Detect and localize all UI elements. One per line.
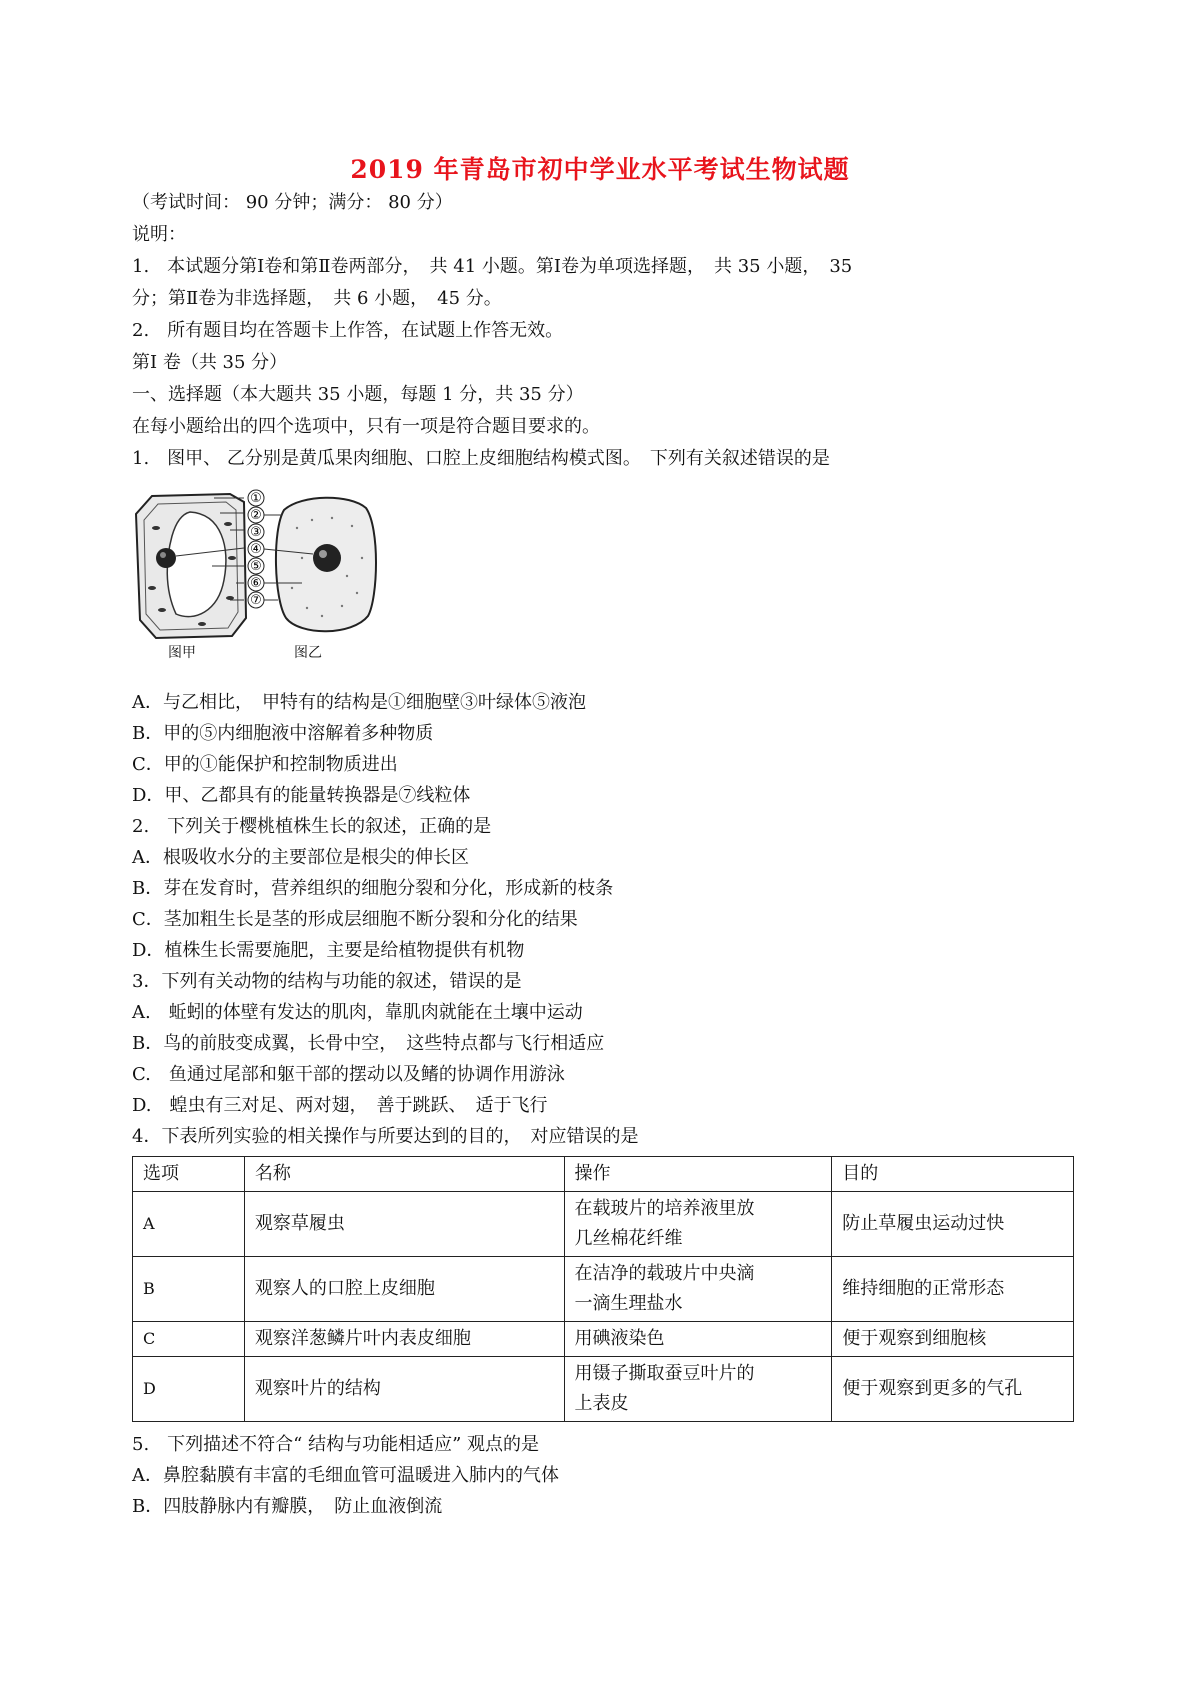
animal-cell-diagram (264, 498, 376, 632)
figure-caption-b: 图乙 (294, 645, 322, 661)
q5-option-a: A．鼻腔黏膜有丰富的毛细血管可温暖进入肺内的气体 (132, 1465, 559, 1486)
operation-line: 用镊子撕取蚕豆叶片的 (574, 1363, 755, 1384)
q4-stem: 4．下表所列实验的相关操作与所要达到的目的， 对应错误的是 (132, 1126, 639, 1147)
row-code: C (133, 1322, 245, 1357)
row-operation (564, 1192, 832, 1257)
section-1-heading: 一、选择题（本大题共 35 小题，每题 1 分，共 35 分） (132, 384, 584, 405)
q2-option-d: D．植株生长需要施肥，主要是给植物提供有机物 (132, 940, 525, 961)
q1-stem: 1. 图甲、 乙分别是黄瓜果肉细胞、口腔上皮细胞结构模式图。 下列有关叙述错误的是 (132, 448, 830, 469)
operation-line: 一滴生理盐水 (574, 1293, 683, 1314)
row-operation (564, 1257, 832, 1322)
note-2: 2. 所有题目均在答题卡上作答，在试题上作答无效。 (132, 320, 564, 341)
label-7: ⑦ (250, 593, 262, 608)
note-1-line-2: 分；第Ⅱ卷为非选择题， 共 6 小题， 45 分。 (132, 288, 502, 309)
row-code: B (133, 1257, 245, 1322)
row-name: 观察洋葱鳞片叶内表皮细胞 (244, 1322, 564, 1357)
q1-option-c: C．甲的①能保护和控制物质进出 (132, 754, 398, 775)
operation-line: 在洁净的载玻片中央滴 (574, 1263, 755, 1284)
table-row (133, 1192, 1074, 1257)
q1-option-a: A．与乙相比， 甲特有的结构是①细胞壁③叶绿体⑤液泡 (132, 692, 586, 713)
table-header: 操作 (564, 1157, 832, 1192)
row-name: 观察人的口腔上皮细胞 (244, 1257, 564, 1322)
table-row (133, 1322, 1074, 1357)
table-row (133, 1257, 1074, 1322)
q3-option-d: D. 蝗虫有三对足、两对翅， 善于跳跃、 适于飞行 (132, 1095, 548, 1116)
note-1-line-1: 1. 本试题分第Ⅰ卷和第Ⅱ卷两部分， 共 41 小题。第Ⅰ卷为单项选择题， 共 35 小题， 35 (132, 256, 853, 277)
q2-stem: 2. 下列关于樱桃植株生长的叙述，正确的是 (132, 816, 492, 837)
instruction: 在每小题给出的四个选项中，只有一项是符合题目要求的。 (132, 416, 600, 437)
row-operation (564, 1357, 832, 1422)
q3-option-b: B．鸟的前肢变成翼，长骨中空， 这些特点都与飞行相适应 (132, 1033, 605, 1054)
label-3: ③ (250, 525, 262, 540)
table-header: 名称 (244, 1157, 564, 1192)
label-5: ⑤ (250, 559, 262, 574)
label-1: ① (250, 491, 262, 506)
row-goal: 便于观察到细胞核 (832, 1322, 1074, 1357)
table-header-row (133, 1157, 1074, 1192)
page-title: 2019 年青岛市初中学业水平考试生物试题 (350, 155, 850, 184)
row-name: 观察叶片的结构 (244, 1357, 564, 1422)
q2-option-c: C．茎加粗生长是茎的形成层细胞不断分裂和分化的结果 (132, 909, 578, 930)
operation-line: 几丝棉花纤维 (574, 1228, 683, 1249)
q2-option-a: A．根吸收水分的主要部位是根尖的伸长区 (132, 847, 469, 868)
q3-option-a: A. 蚯蚓的体壁有发达的肌肉，靠肌肉就能在土壤中运动 (132, 1002, 583, 1023)
q1-option-b: B．甲的⑤内细胞液中溶解着多种物质 (132, 723, 434, 744)
q1-option-d: D．甲、乙都具有的能量转换器是⑦线粒体 (132, 785, 471, 806)
part-1-heading: 第Ⅰ 卷（共 35 分） (132, 352, 288, 373)
q5-option-b: B．四肢静脉内有瓣膜， 防止血液倒流 (132, 1496, 443, 1517)
figure-caption-a: 图甲 (168, 645, 196, 661)
notes-label: 说明： (132, 224, 186, 245)
table-row (133, 1357, 1074, 1422)
exam-info: （考试时间： 90 分钟；满分： 80 分） (132, 192, 453, 213)
row-goal: 便于观察到更多的气孔 (832, 1357, 1074, 1422)
cell-structure-figure (132, 488, 382, 668)
table-header: 目的 (832, 1157, 1074, 1192)
q3-option-c: C. 鱼通过尾部和躯干部的摆动以及鳍的协调作用游泳 (132, 1064, 565, 1085)
operation-line: 上表皮 (574, 1393, 629, 1414)
row-goal: 维持细胞的正常形态 (832, 1257, 1074, 1322)
plant-cell-diagram (136, 494, 246, 638)
structure-labels (248, 490, 264, 608)
q3-stem: 3．下列有关动物的结构与功能的叙述，错误的是 (132, 971, 522, 992)
label-6: ⑥ (250, 576, 262, 591)
row-name: 观察草履虫 (244, 1192, 564, 1257)
q2-option-b: B．芽在发育时，营养组织的细胞分裂和分化，形成新的枝条 (132, 878, 614, 899)
experiment-table (132, 1156, 1074, 1422)
row-code: A (133, 1192, 245, 1257)
row-code: D (133, 1357, 245, 1422)
label-2: ② (250, 508, 262, 523)
operation-line: 在载玻片的培养液里放 (574, 1198, 755, 1219)
row-goal: 防止草履虫运动过快 (832, 1192, 1074, 1257)
table-header: 选项 (133, 1157, 245, 1192)
label-4: ④ (250, 542, 262, 557)
q5-stem: 5. 下列描述不符合“ 结构与功能相适应” 观点的是 (132, 1434, 540, 1455)
row-operation: 用碘液染色 (564, 1322, 832, 1357)
